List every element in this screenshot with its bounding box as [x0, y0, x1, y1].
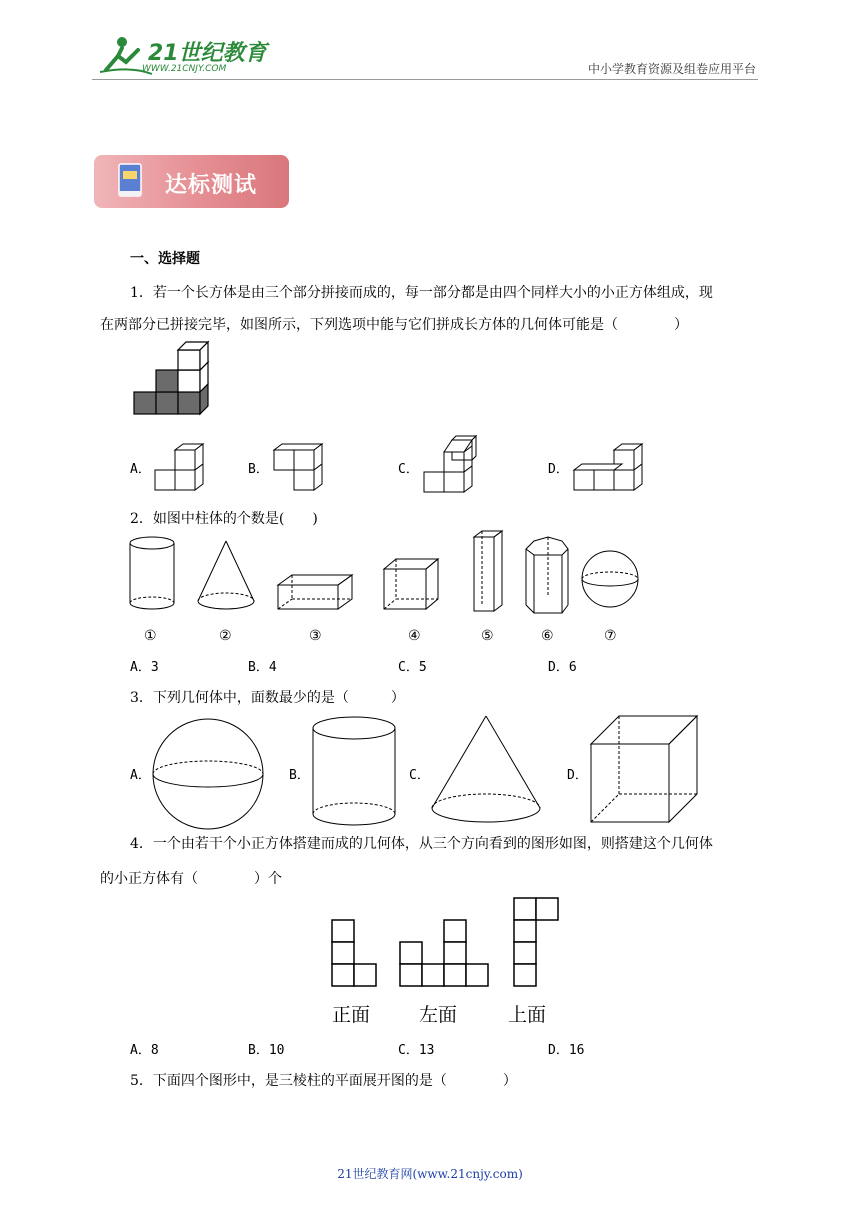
- q1-option-a[interactable]: A．: [130, 462, 151, 477]
- footer-link[interactable]: 21世纪教育网(www.21cnjy.com): [337, 1167, 523, 1181]
- logo-text: 21世纪教育: [148, 41, 267, 66]
- q4-option-c[interactable]: C．13: [398, 1043, 435, 1058]
- header-divider: [92, 79, 758, 80]
- figure-label-7: ⑦: [604, 628, 617, 644]
- view-label-top: 上面: [508, 1004, 547, 1026]
- q4-option-d[interactable]: D．16: [548, 1043, 585, 1058]
- q3-cone-figure: [430, 714, 542, 828]
- q2-option-c[interactable]: C．5: [398, 660, 427, 675]
- q4-three-views: [330, 896, 562, 988]
- q2-solids-figure: [120, 535, 660, 620]
- question-2-stem: 2．如图中柱体的个数是( ): [130, 511, 318, 527]
- q4-option-a[interactable]: A．8: [130, 1043, 159, 1058]
- view-label-left: 左面: [419, 1004, 458, 1026]
- q3-option-b[interactable]: B．: [289, 768, 310, 783]
- banner-title: 达标测试: [165, 173, 258, 198]
- q2-option-b[interactable]: B．4: [248, 660, 277, 675]
- q3-option-a[interactable]: A．: [130, 768, 151, 783]
- q1-option-c[interactable]: C．: [398, 462, 419, 477]
- q3-option-c[interactable]: C．: [409, 768, 430, 783]
- figure-label-4: ④: [408, 628, 421, 644]
- question-4-line2: 的小正方体有（ ）个: [100, 871, 282, 887]
- q3-sphere-figure: [150, 718, 266, 830]
- q1-option-a-figure: [153, 442, 215, 494]
- figure-label-2: ②: [219, 628, 232, 644]
- figure-label-5: ⑤: [481, 628, 494, 644]
- platform-title: 中小学教育资源及组卷应用平台: [587, 62, 756, 76]
- book-icon: [118, 163, 144, 199]
- q4-option-b[interactable]: B．10: [248, 1043, 285, 1058]
- q3-cube-figure: [589, 714, 701, 824]
- question-1-line1: 1．若一个长方体是由三个部分拼接而成的，每一部分都是由四个同样大小的小正方体组成，现: [130, 285, 713, 301]
- question-5-stem: 5．下面四个图形中，是三棱柱的平面展开图的是（ ）: [130, 1073, 517, 1089]
- figure-label-3: ③: [309, 628, 322, 644]
- logo-url: WWW.21CNJY.COM: [142, 64, 227, 74]
- q1-option-d-figure: [572, 442, 648, 494]
- q1-option-c-figure: [422, 436, 484, 496]
- figure-label-1: ①: [144, 628, 157, 644]
- figure-label-6: ⑥: [541, 628, 554, 644]
- q2-option-a[interactable]: A．3: [130, 660, 159, 675]
- view-label-front: 正面: [332, 1004, 371, 1026]
- q2-option-d[interactable]: D．6: [548, 660, 577, 675]
- question-4-line1: 4．一个由若干个小正方体搭建而成的几何体，从三个方向看到的图形如图，则搭建这个几何体: [130, 836, 713, 852]
- q3-option-d[interactable]: D．: [567, 768, 588, 783]
- q1-option-d[interactable]: D．: [548, 462, 569, 477]
- question-3-stem: 3．下列几何体中，面数最少的是（ ）: [130, 690, 405, 706]
- q1-option-b-figure: [270, 442, 334, 494]
- section-title: 一、选择题: [130, 251, 200, 267]
- question-1-line2: 在两部分已拼接完毕，如图所示，下列选项中能与它们拼成长方体的几何体可能是（ ）: [100, 317, 688, 333]
- q1-option-b[interactable]: B．: [248, 462, 269, 477]
- q1-main-figure: [134, 350, 224, 420]
- q3-cylinder-figure: [311, 716, 397, 828]
